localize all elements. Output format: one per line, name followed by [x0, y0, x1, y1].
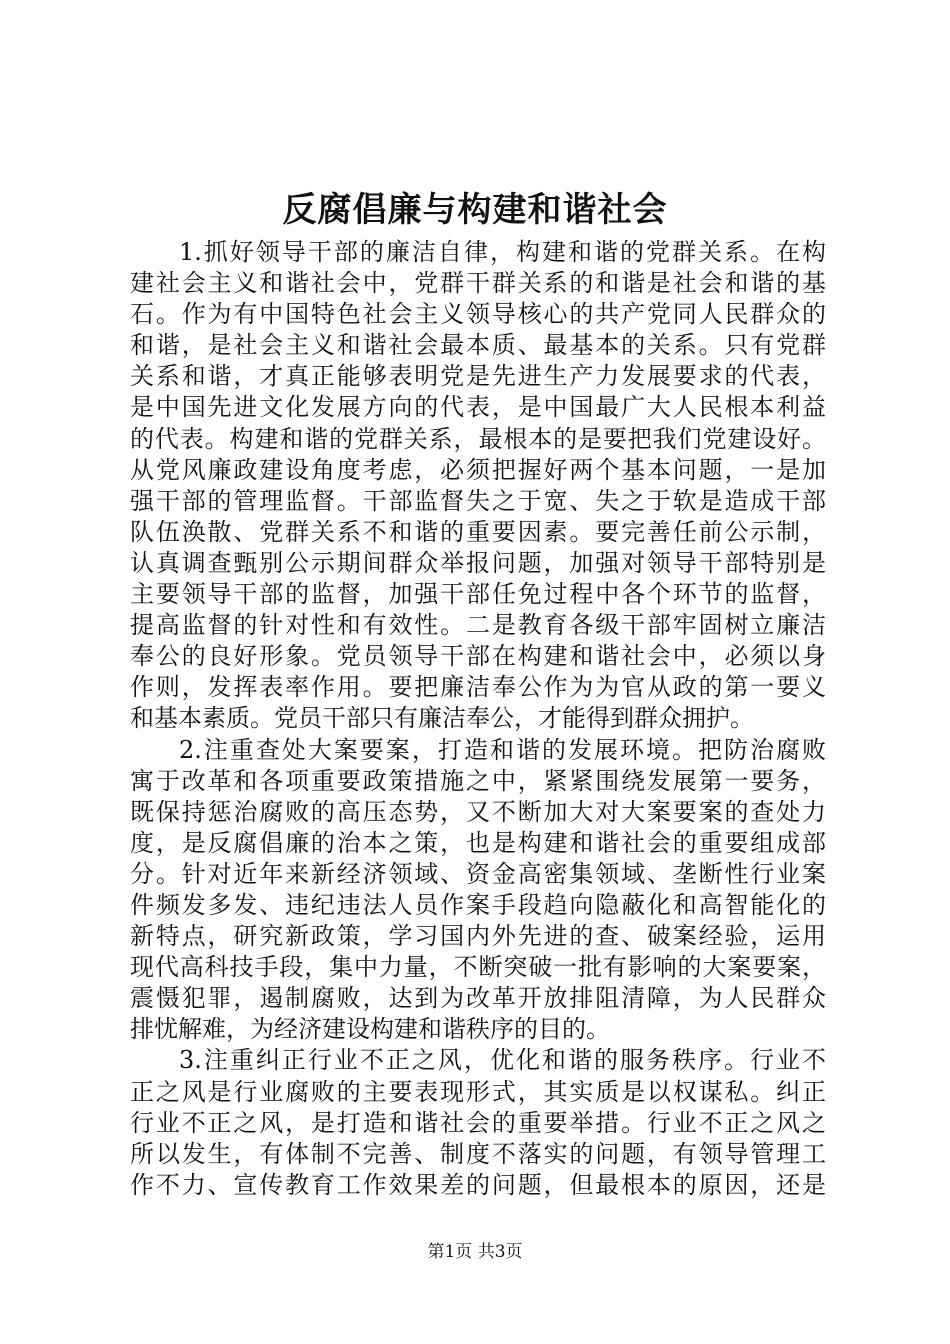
text-line: 的代表。构建和谐的党群关系，最根本的是要把我们党建设好。 [130, 424, 826, 453]
document-title: 反腐倡廉与构建和谐社会 [282, 190, 668, 230]
text-line: 作不力、宣传教育工作效果差的问题，但最根本的原因，还是 [130, 1170, 826, 1199]
text-line: 2.注重查处大案要案，打造和谐的发展环境。把防治腐败 [179, 735, 826, 764]
text-line: 分。针对近年来新经济领域、资金高密集领域、垄断性行业案 [130, 859, 826, 888]
document-body [130, 237, 826, 1201]
text-line: 从党风廉政建设角度考虑，必须把握好两个基本问题，一是加 [130, 455, 826, 484]
text-line: 建社会主义和谐社会中，党群干群关系的和谐是社会和谐的基 [130, 269, 826, 298]
text-line: 石。作为有中国特色社会主义领导核心的共产党同人民群众的 [130, 300, 826, 329]
text-line: 件频发多发、违纪违法人员作案手段趋向隐蔽化和高智能化的 [130, 890, 826, 919]
text-line: 和谐，是社会主义和谐社会最本质、最基本的关系。只有党群 [130, 331, 826, 360]
text-line: 作则，发挥表率作用。要把廉洁奉公作为为官从政的第一要义 [130, 673, 826, 702]
text-line: 奉公的良好形象。党员领导干部在构建和谐社会中，必须以身 [130, 642, 826, 671]
text-line: 主要领导干部的监督，加强干部任免过程中各个环节的监督， [130, 580, 826, 609]
page-footer: 第1页 共3页 [427, 1242, 523, 1262]
text-line: 寓于改革和各项重要政策措施之中，紧紧围绕发展第一要务， [130, 766, 826, 795]
text-line: 队伍涣散、党群关系不和谐的重要因素。要完善任前公示制， [130, 517, 826, 546]
text-line: 正之风是行业腐败的主要表现形式，其实质是以权谋私。纠正 [130, 1077, 826, 1106]
text-line: 行业不正之风，是打造和谐社会的重要举措。行业不正之风之 [130, 1108, 826, 1137]
text-line: 关系和谐，才真正能够表明党是先进生产力发展要求的代表， [130, 362, 826, 391]
text-line: 排忧解难，为经济建设构建和谐秩序的目的。 [130, 1015, 610, 1044]
text-line: 是中国先进文化发展方向的代表，是中国最广大人民根本利益 [130, 393, 826, 422]
text-line: 认真调查甄别公示期间群众举报问题，加强对领导干部特别是 [130, 548, 826, 577]
text-line: 现代高科技手段，集中力量，不断突破一批有影响的大案要案， [130, 953, 826, 982]
text-line: 提高监督的针对性和有效性。二是教育各级干部牢固树立廉洁 [130, 611, 826, 640]
text-line: 和基本素质。党员干部只有廉洁奉公，才能得到群众拥护。 [130, 704, 754, 733]
text-line: 度，是反腐倡廉的治本之策，也是构建和谐社会的重要组成部 [130, 828, 826, 857]
text-line: 3.注重纠正行业不正之风，优化和谐的服务秩序。行业不 [179, 1046, 826, 1075]
text-line: 既保持惩治腐败的高压态势，又不断加大对大案要案的查处力 [130, 797, 826, 826]
text-line: 强干部的管理监督。干部监督失之于宽、失之于软是造成干部 [130, 486, 826, 515]
text-line: 1.抓好领导干部的廉洁自律，构建和谐的党群关系。在构 [179, 238, 826, 266]
text-line: 震慑犯罪，遏制腐败，达到为改革开放排阻清障，为人民群众 [130, 984, 826, 1013]
text-line: 新特点，研究新政策，学习国内外先进的查、破案经验，运用 [130, 922, 826, 951]
text-line: 所以发生，有体制不完善、制度不落实的问题，有领导管理工 [130, 1139, 826, 1168]
